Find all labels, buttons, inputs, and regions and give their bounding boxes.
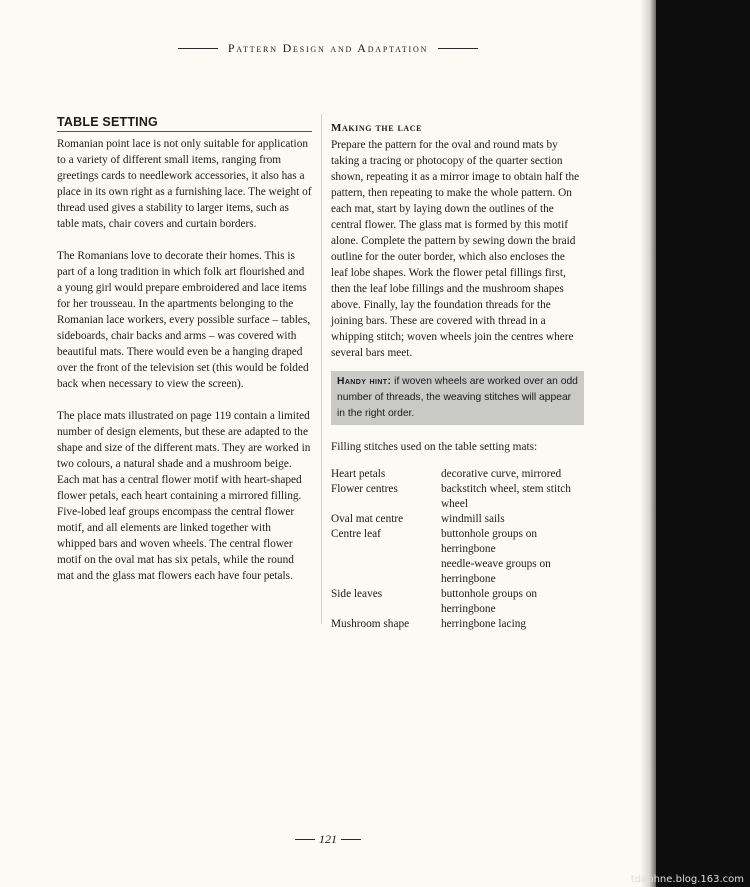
- table-row: [331, 467, 581, 482]
- stitch-filling-cell: needle-weave groups on herringbone: [441, 558, 551, 585]
- paragraph-intro: Romanian point lace is not only suitable for application to a variety of different small items, ranging from greetings cards to needlework accessories, it also has a place in its own right as a furnishing lace. The weight of thread used gives a stability to larger items, such as table mats, chair covers and curtain borders.: [57, 138, 312, 230]
- running-head: [0, 41, 656, 56]
- table-row: [331, 512, 581, 527]
- stitch-filling-cell: buttonhole groups on herringbone: [441, 528, 538, 555]
- running-head-title: Pattern Design and Adaptation: [227, 41, 429, 55]
- stitch-filling-cell: backstitch wheel, stem stitch wheel: [441, 483, 571, 510]
- folio-rule-left: [295, 839, 315, 840]
- stitch-filling-cell: decorative curve, mirrored: [441, 468, 562, 480]
- stitch-filling-cell: windmill sails: [441, 513, 505, 525]
- table-row: [331, 482, 581, 512]
- watermark: tdaphne.blog.163.com: [630, 874, 744, 885]
- table-row: [331, 587, 581, 617]
- right-column: [331, 120, 584, 632]
- stitch-area-cell: Centre leaf: [331, 528, 381, 540]
- left-column: [57, 114, 312, 600]
- stitch-filling-cell: buttonhole groups on herringbone: [441, 588, 538, 615]
- table-row: [331, 557, 581, 587]
- running-head-rule-left: [178, 48, 218, 49]
- stitch-table-intro: Filling stitches used on the table setting mats:: [331, 441, 538, 453]
- paragraph-making-the-lace: Prepare the pattern for the oval and round mats by taking a tracing or photocopy of the quarter section shown, repeating it as a mirror image to obtain half the pattern, then repeating to make the whole pattern. On each mat, start by laying down the outlines of the central flower. The glass mat is formed by this motif alone. Complete the pattern by sewing down the braid outline for the outer border, which also encloses the leaf lobe shapes. Work the flower petal fillings first, then the leaf lobe fillings and the mushroom shapes above. Finally, lay the foundation threads for the joining bars. These are covered with thread in a whipping stitch; woven wheels join the centres where several bars meet.: [331, 139, 580, 359]
- paragraph-place-mats: The place mats illustrated on page 119 contain a limited number of design elements, but these are adapted to the shape and size of the different mats. They are worked in two colours, a natural shade and a mushroom beige. Each mat has a central flower motif with heart-shaped flower petals, each heart containing a mirrored filling. Five-lobed leaf groups encompass the central flower motif, and all elements are linked together with whipped bars and woven wheels. The central flower motif on the oval mat has six petals, while the round mat and the glass mat flowers each have four petals.: [57, 410, 311, 582]
- subheading-making-the-lace: Making the lace: [331, 122, 423, 134]
- stitch-area-cell: Heart petals: [331, 468, 386, 480]
- stitch-area-cell: Mushroom shape: [331, 618, 410, 630]
- table-row: [331, 617, 581, 632]
- handy-hint-text: if woven wheels are worked over an odd number of threads, the weaving stitches will appear in the right order.: [337, 376, 578, 419]
- filling-stitches-table: [331, 467, 581, 632]
- stitch-filling-cell: herringbone lacing: [441, 618, 527, 630]
- folio-rule-right: [341, 839, 361, 840]
- stitch-area-cell: [331, 557, 441, 587]
- stitch-area-cell: Side leaves: [331, 588, 383, 600]
- running-head-rule-right: [438, 48, 478, 49]
- column-divider: [321, 114, 322, 624]
- paragraph-romanian-homes: The Romanians love to decorate their homes. This is part of a long tradition in which folk art flourished and a young girl would prepare embroidered and lace items for her trousseau. In the apartments belonging to the Romanian lace workers, every possible surface – tables, sideboards, chair backs and arms – was covered with beautiful mats. There would even be a hanging draped over the front of the television set (this would be folded back when necessary to view the screen).: [57, 250, 311, 390]
- handy-hint-label: Handy hint:: [337, 376, 392, 387]
- page-edge-shadow: [640, 0, 656, 887]
- table-row: [331, 527, 581, 557]
- section-heading: TABLE SETTING: [57, 114, 312, 132]
- stitch-area-cell: Oval mat centre: [331, 513, 404, 525]
- handy-hint-box: [331, 371, 584, 425]
- page-number-text: 121: [319, 832, 337, 846]
- page-number: [0, 832, 656, 847]
- stitch-area-cell: Flower centres: [331, 483, 398, 495]
